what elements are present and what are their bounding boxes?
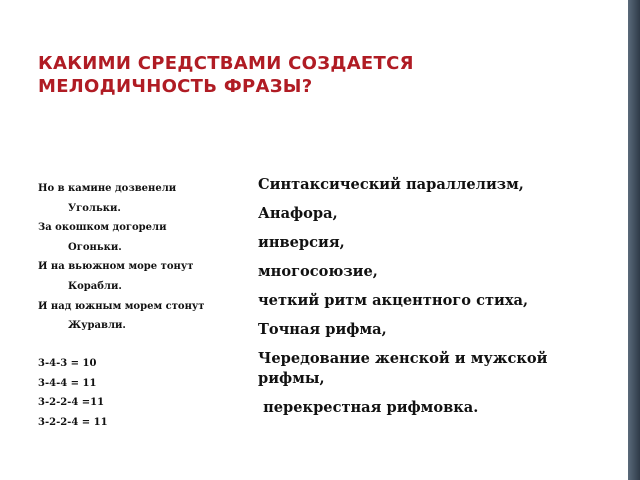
device-item: Анафора, (258, 205, 338, 222)
syllable-count-line: 3-4-4 = 11 (38, 377, 97, 389)
poem-line: Угольки. (68, 202, 121, 214)
syllable-count-line: 3-4-3 = 10 (38, 358, 97, 369)
device-item: многосоюзие, (258, 263, 378, 280)
poem-line: Журавли. (68, 320, 126, 332)
device-item: инверсия, (258, 234, 345, 251)
device-item: Точная рифма, (258, 321, 387, 338)
device-item: Чередование женской и мужской рифмы, (258, 350, 548, 387)
poem-line: Огоньки. (68, 241, 122, 253)
title-line-1: КАКИМИ СРЕДСТВАМИ СОЗДАЕТСЯ (38, 53, 414, 74)
poem-line: Но в камине дозвенели (38, 183, 177, 194)
poem-line: Корабли. (68, 280, 122, 292)
device-item: Синтаксический параллелизм, (258, 176, 524, 193)
poem-line: За окошком догорели (38, 222, 167, 234)
slide-title (38, 52, 598, 98)
poem-line: И на вьюжном море тонут (38, 261, 194, 273)
device-item: четкий ритм акцентного стиха, (258, 292, 529, 309)
accent-side-bar (628, 0, 640, 480)
poem-excerpt (38, 179, 258, 336)
title-line-2: МЕЛОДИЧНОСТЬ ФРАЗЫ? (38, 76, 313, 97)
poem-line: И над южным морем стонут (38, 300, 205, 312)
syllable-count-list (38, 354, 238, 432)
syllable-count-line: 3-2-2-4 =11 (38, 397, 105, 409)
stylistic-devices-list (258, 175, 618, 427)
syllable-count-line: 3-2-2-4 = 11 (38, 416, 108, 428)
device-item: перекрестная рифмовка. (258, 399, 479, 416)
